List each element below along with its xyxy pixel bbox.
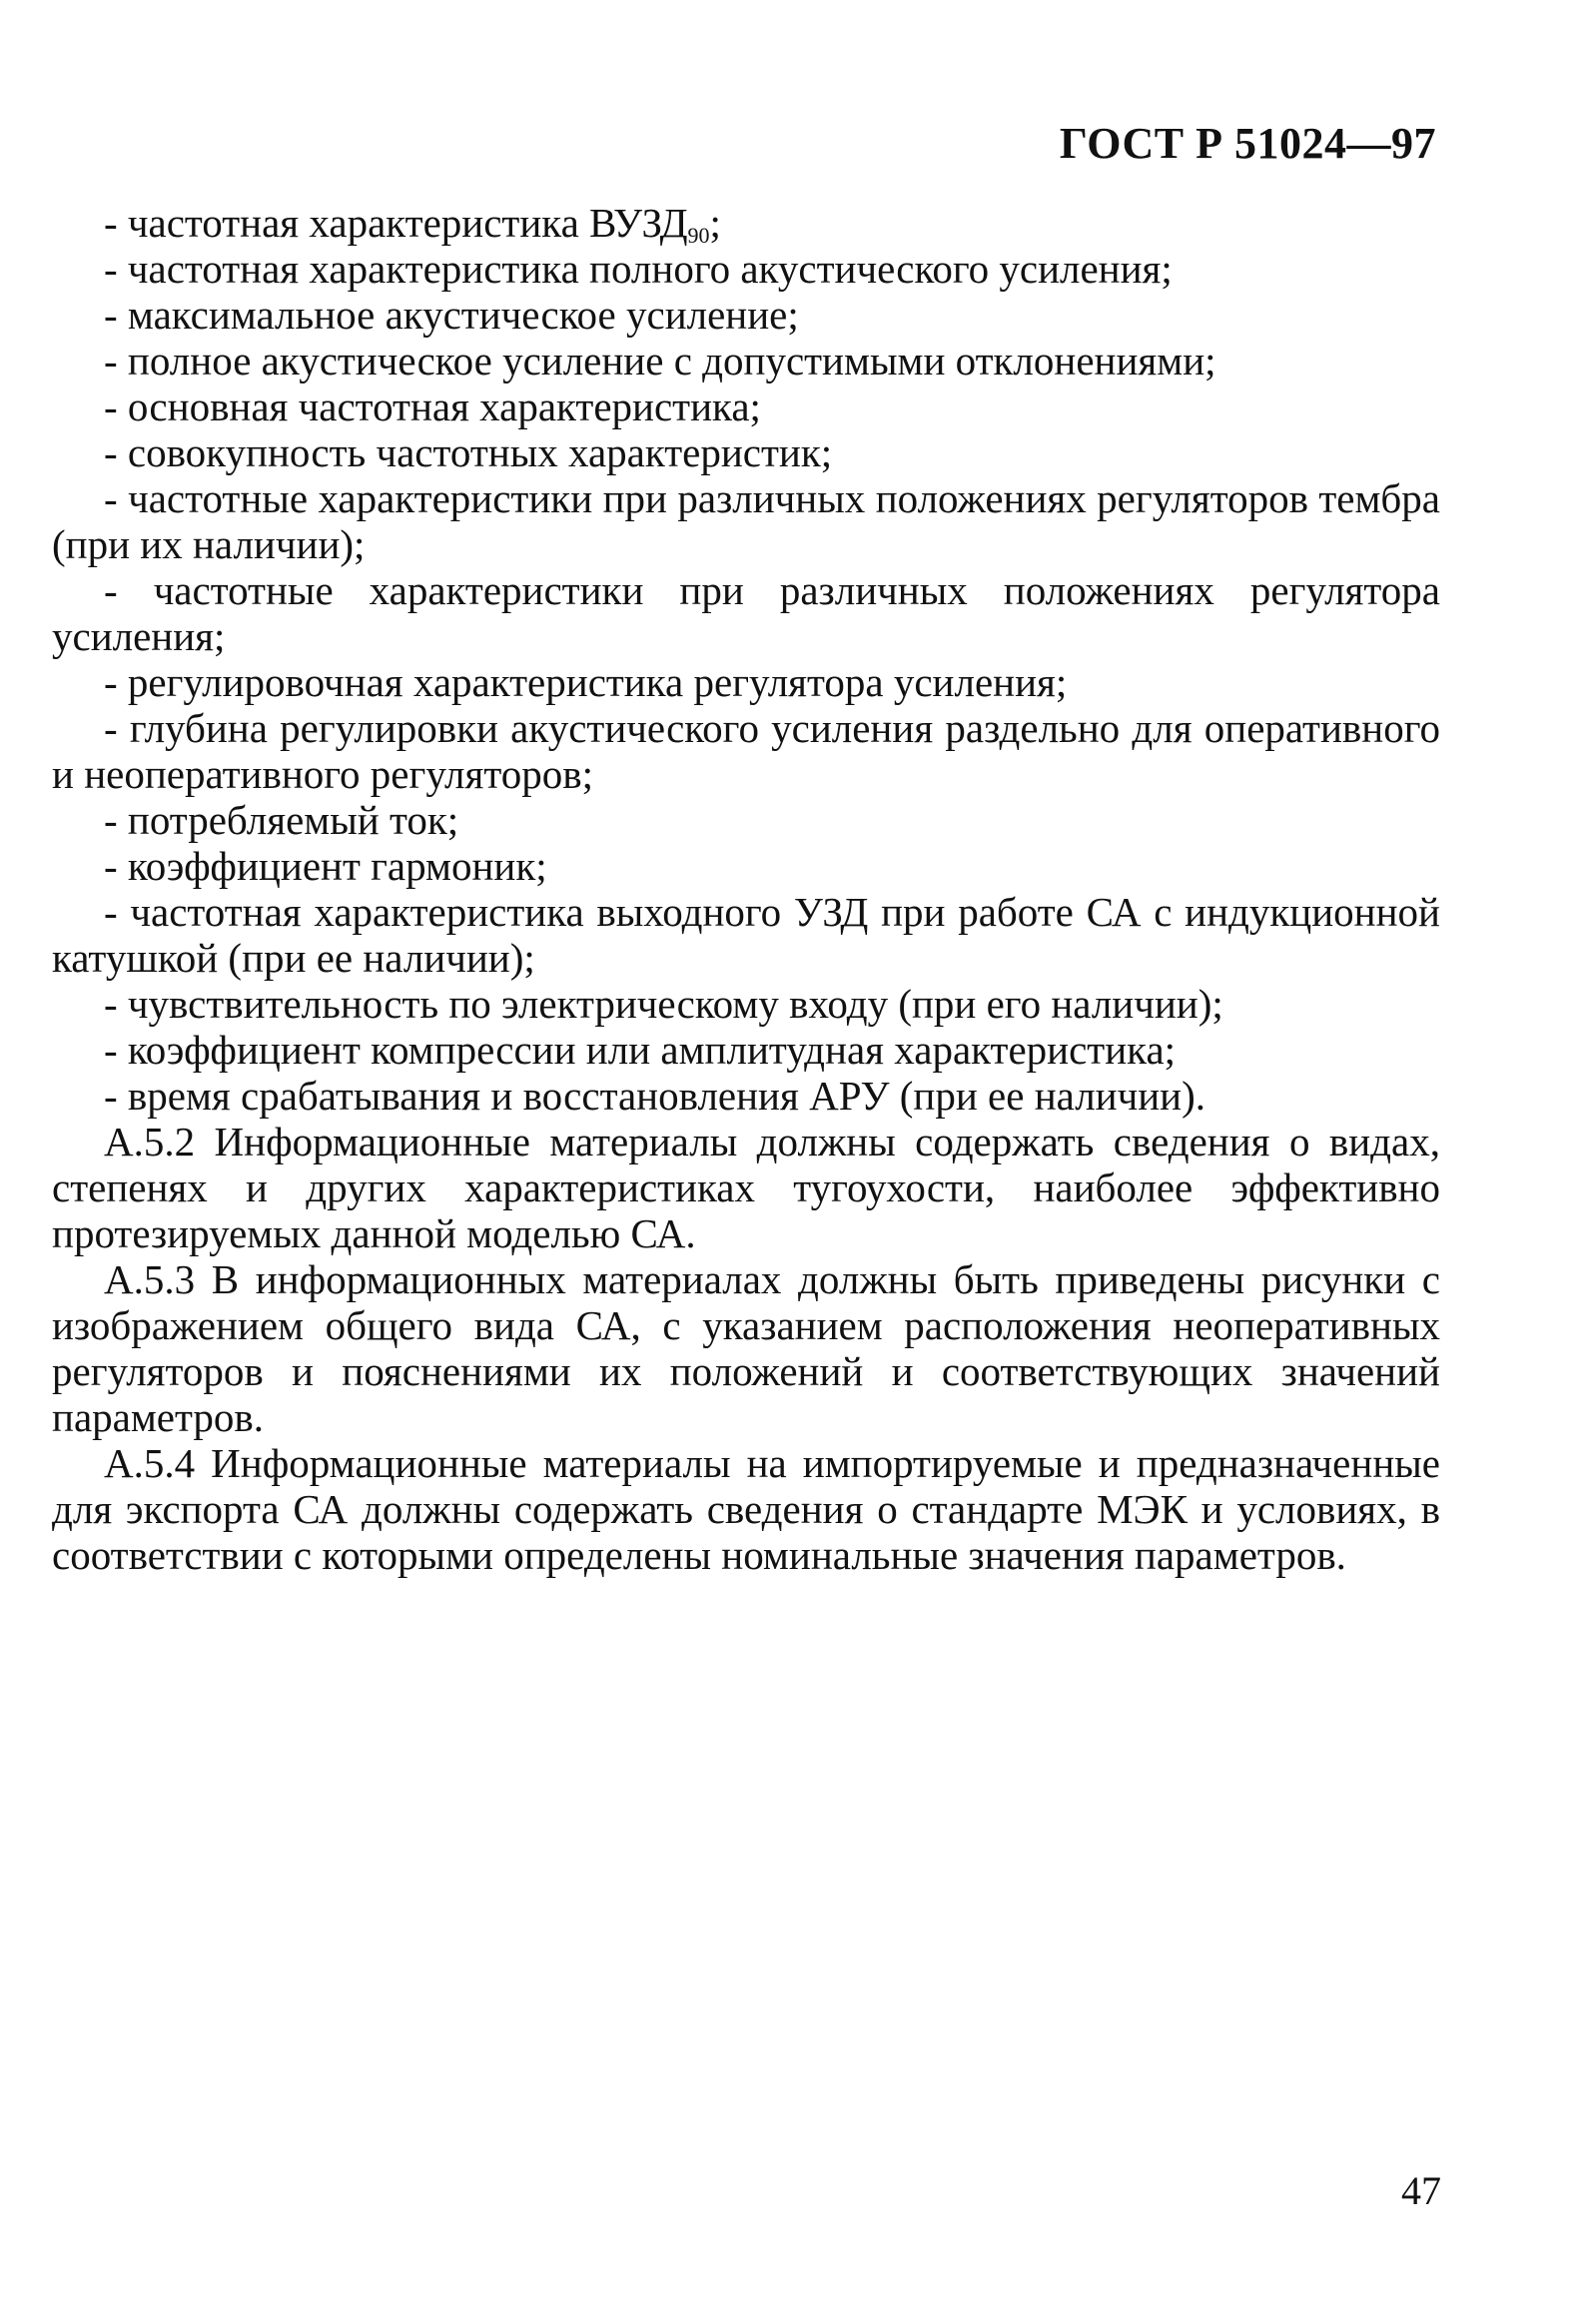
document-code-header: ГОСТ Р 51024—97 [1059, 119, 1436, 168]
paragraph-a-5-2: А.5.2 Информационные материалы должны содержать сведения о видах, степенях и других характеристиках тугоухости, наиболее эффективно протезируемых данной моделью СА. [52, 1119, 1440, 1256]
list-item: - время срабатывания и восстановления АРУ (при ее наличии). [104, 1073, 1205, 1119]
list-item: - коэффициент компрессии или амплитудная характеристика; [104, 1027, 1177, 1073]
list-item: - основная частотная характеристика; [104, 384, 761, 429]
list-item: - коэффициент гармоник; [104, 843, 547, 889]
list-item: - потребляемый ток; [104, 797, 459, 843]
list-item-subscript: 90 [687, 223, 710, 248]
list-item: - полное акустическое усиление с допустимыми отклонениями; [104, 338, 1216, 384]
list-item: - частотная характеристика полного акустического усиления; [104, 246, 1173, 292]
list-item: - регулировочная характеристика регулятора усиления; [104, 659, 1068, 705]
list-item: - частотная характеристика выходного УЗД при работе СА с индукционной катушкой (при ее наличии); [52, 889, 1440, 981]
paragraph-a-5-4: А.5.4 Информационные материалы на импортируемые и предназначенные для экспорта СА должны содержать сведения о стандарте МЭК и условиях, в соответствии с которыми определены номинальные значения параметров. [52, 1440, 1440, 1578]
list-item-text: - частотная характеристика ВУЗД [104, 200, 688, 246]
list-item: - совокупность частотных характеристик; [104, 429, 833, 475]
list-item: - чувствительность по электрическому входу (при его наличии); [104, 981, 1223, 1027]
document-body [52, 200, 1440, 1578]
page-number: 47 [1401, 2168, 1441, 2213]
list-item-suffix: ; [709, 200, 721, 246]
list-item: - частотные характеристики при различных положениях регуляторов тембра (при их наличии); [52, 475, 1440, 567]
list-item [52, 200, 1440, 246]
list-item: - частотные характеристики при различных положениях регулятора усиления; [52, 567, 1440, 659]
paragraph-a-5-3: А.5.3 В информационных материалах должны быть приведены рисунки с изображением общего вида СА, с указанием расположения неоперативных регуляторов и пояснениями их положений и соответствующих значений параметров. [52, 1256, 1440, 1440]
list-item: - максимальное акустическое усиление; [104, 292, 799, 338]
list-item: - глубина регулировки акустического усиления раздельно для оперативного и неоперативного регуляторов; [52, 705, 1440, 797]
